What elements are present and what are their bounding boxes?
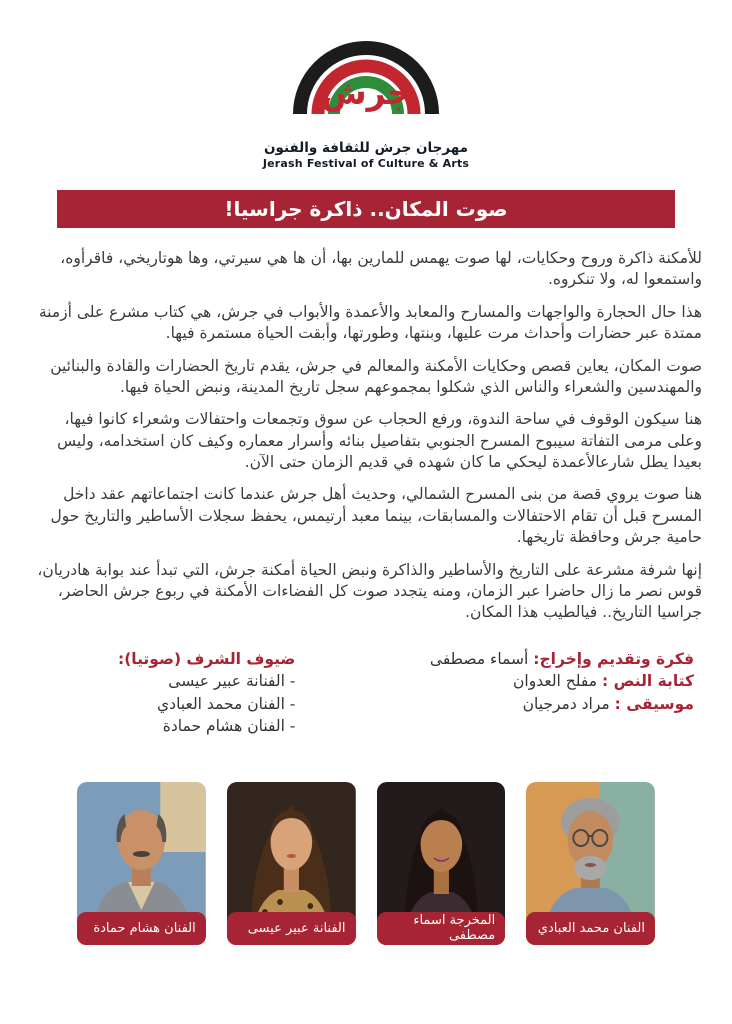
credits-section [0, 648, 732, 738]
photo-caption: الفنان محمد العبادي [526, 912, 655, 945]
festival-logo [0, 0, 732, 170]
credit-label: فكرة وتقديم وإخراج: [533, 649, 694, 668]
photo-card-asmaa-mustafa [377, 782, 506, 945]
paragraph-1: للأمكنة ذاكرة وروح وحكايات، لها صوت يهمس للمارين بها، أن ها هي سيرتي، وها هوتاريخي، فاقرأوه، واستمعوا له، ولا تنكروه. [60, 249, 702, 289]
credit-value: مفلح العدوان [513, 672, 598, 691]
photo-card-mohammad-abbadi [526, 782, 655, 945]
paragraph-6: إنها شرفة مشرعة على التاريخ والأساطير والذاكرة ونبض الحياة أمكنة جرش، التي تبدأ عند بوابة هادريان، قوس نصر ما زال حاضرا عبر الزمان، ومنه يتجدد صوت كل الفضاءات الأمكنة في ربوع جرش الحاضر، جراسيا التاريخ.. فيالطيب هذا المكان. [37, 560, 702, 622]
photo-card-hisham-hamadeh [77, 782, 206, 945]
guests-of-honor [118, 648, 295, 738]
photo-caption: الفنان هشام حمادة [77, 912, 206, 945]
guest-item: - الفنانة عبير عيسى [168, 672, 296, 691]
photo-caption: الفنانة عبير عيسى [227, 912, 356, 945]
logo-title-arabic: مهرجان جرش للثقافة والفنون [263, 140, 469, 156]
body-paragraphs [30, 248, 702, 624]
logo-title-english: Jerash Festival of Culture & Arts [262, 157, 470, 170]
guest-item: - الفنان هشام حمادة [162, 717, 296, 736]
paragraph-5: هنا صوت يروي قصة من بنى المسرح الشمالي، وحديث أهل جرش عندما كانت اجتماعاتهم عقد داخل المسرح قبل أن تقام الاحتفالات والمسابقات، بينما معبد أرتيمس، يحفظ سجلات الأساطير والتاريخ حول حامية جرش وحافظة تاريخها. [50, 485, 702, 547]
credit-row-direction [430, 648, 694, 670]
credit-row-script [430, 670, 694, 692]
guest-item: - الفنان محمد العبادي [157, 694, 296, 713]
credit-label: موسيقى : [614, 694, 694, 713]
cast-photos [77, 782, 655, 945]
paragraph-3: صوت المكان، يعاين قصص وحكايات الأمكنة والمعالم في جرش، يقدم تاريخ الحضارات والقادة والبنائين والمهندسين والشعراء والناس الذي شكلوا بمجموعهم سجل تاريخ المدينة، ونبض الحياة فيها. [50, 356, 702, 396]
paragraph-2: هذا حال الحجارة والواجهات والمسارح والمعابد والأعمدة والأبواب في جرش، هي كتاب مشرع على أزمنة ممتدة عبر حضارات وأحداث مرت عليها، وبنتها، وطورتها، وأبقت الحياة مستمرة فيها. [38, 302, 702, 343]
title-banner: صوت المكان.. ذاكرة جراسيا! [57, 190, 675, 228]
logo-calligraphy: جرش [321, 73, 411, 112]
paragraph-4: هنا سيكون الوقوف في ساحة الندوة، ورفع الحجاب عن سوق وتجمعات واحتفالات وشعراء كانوا فيها، وعلى مرمى التفاتة سيبوح المسرح الجنوبي بتفاصيل بنائه وأسرار معماره وكيف كان استخدامه، وليس بعيدا يطل شارعالأعمدة ليحكي ما كان شهده في قديم الزمان حتى الآن. [57, 410, 702, 471]
photo-caption: المخرجة اسماء مصطفى [377, 912, 506, 945]
logo-arches-icon [292, 36, 440, 114]
guests-heading: ضيوف الشرف (صوتيا): [118, 649, 296, 668]
credit-label: كتابة النص : [602, 672, 694, 691]
production-credits [430, 648, 694, 738]
credit-value: أسماء مصطفى [429, 649, 529, 668]
credit-value: مراد دمرجيان [522, 694, 610, 713]
credit-row-music [430, 693, 694, 715]
photo-card-abeer-issa [227, 782, 356, 945]
